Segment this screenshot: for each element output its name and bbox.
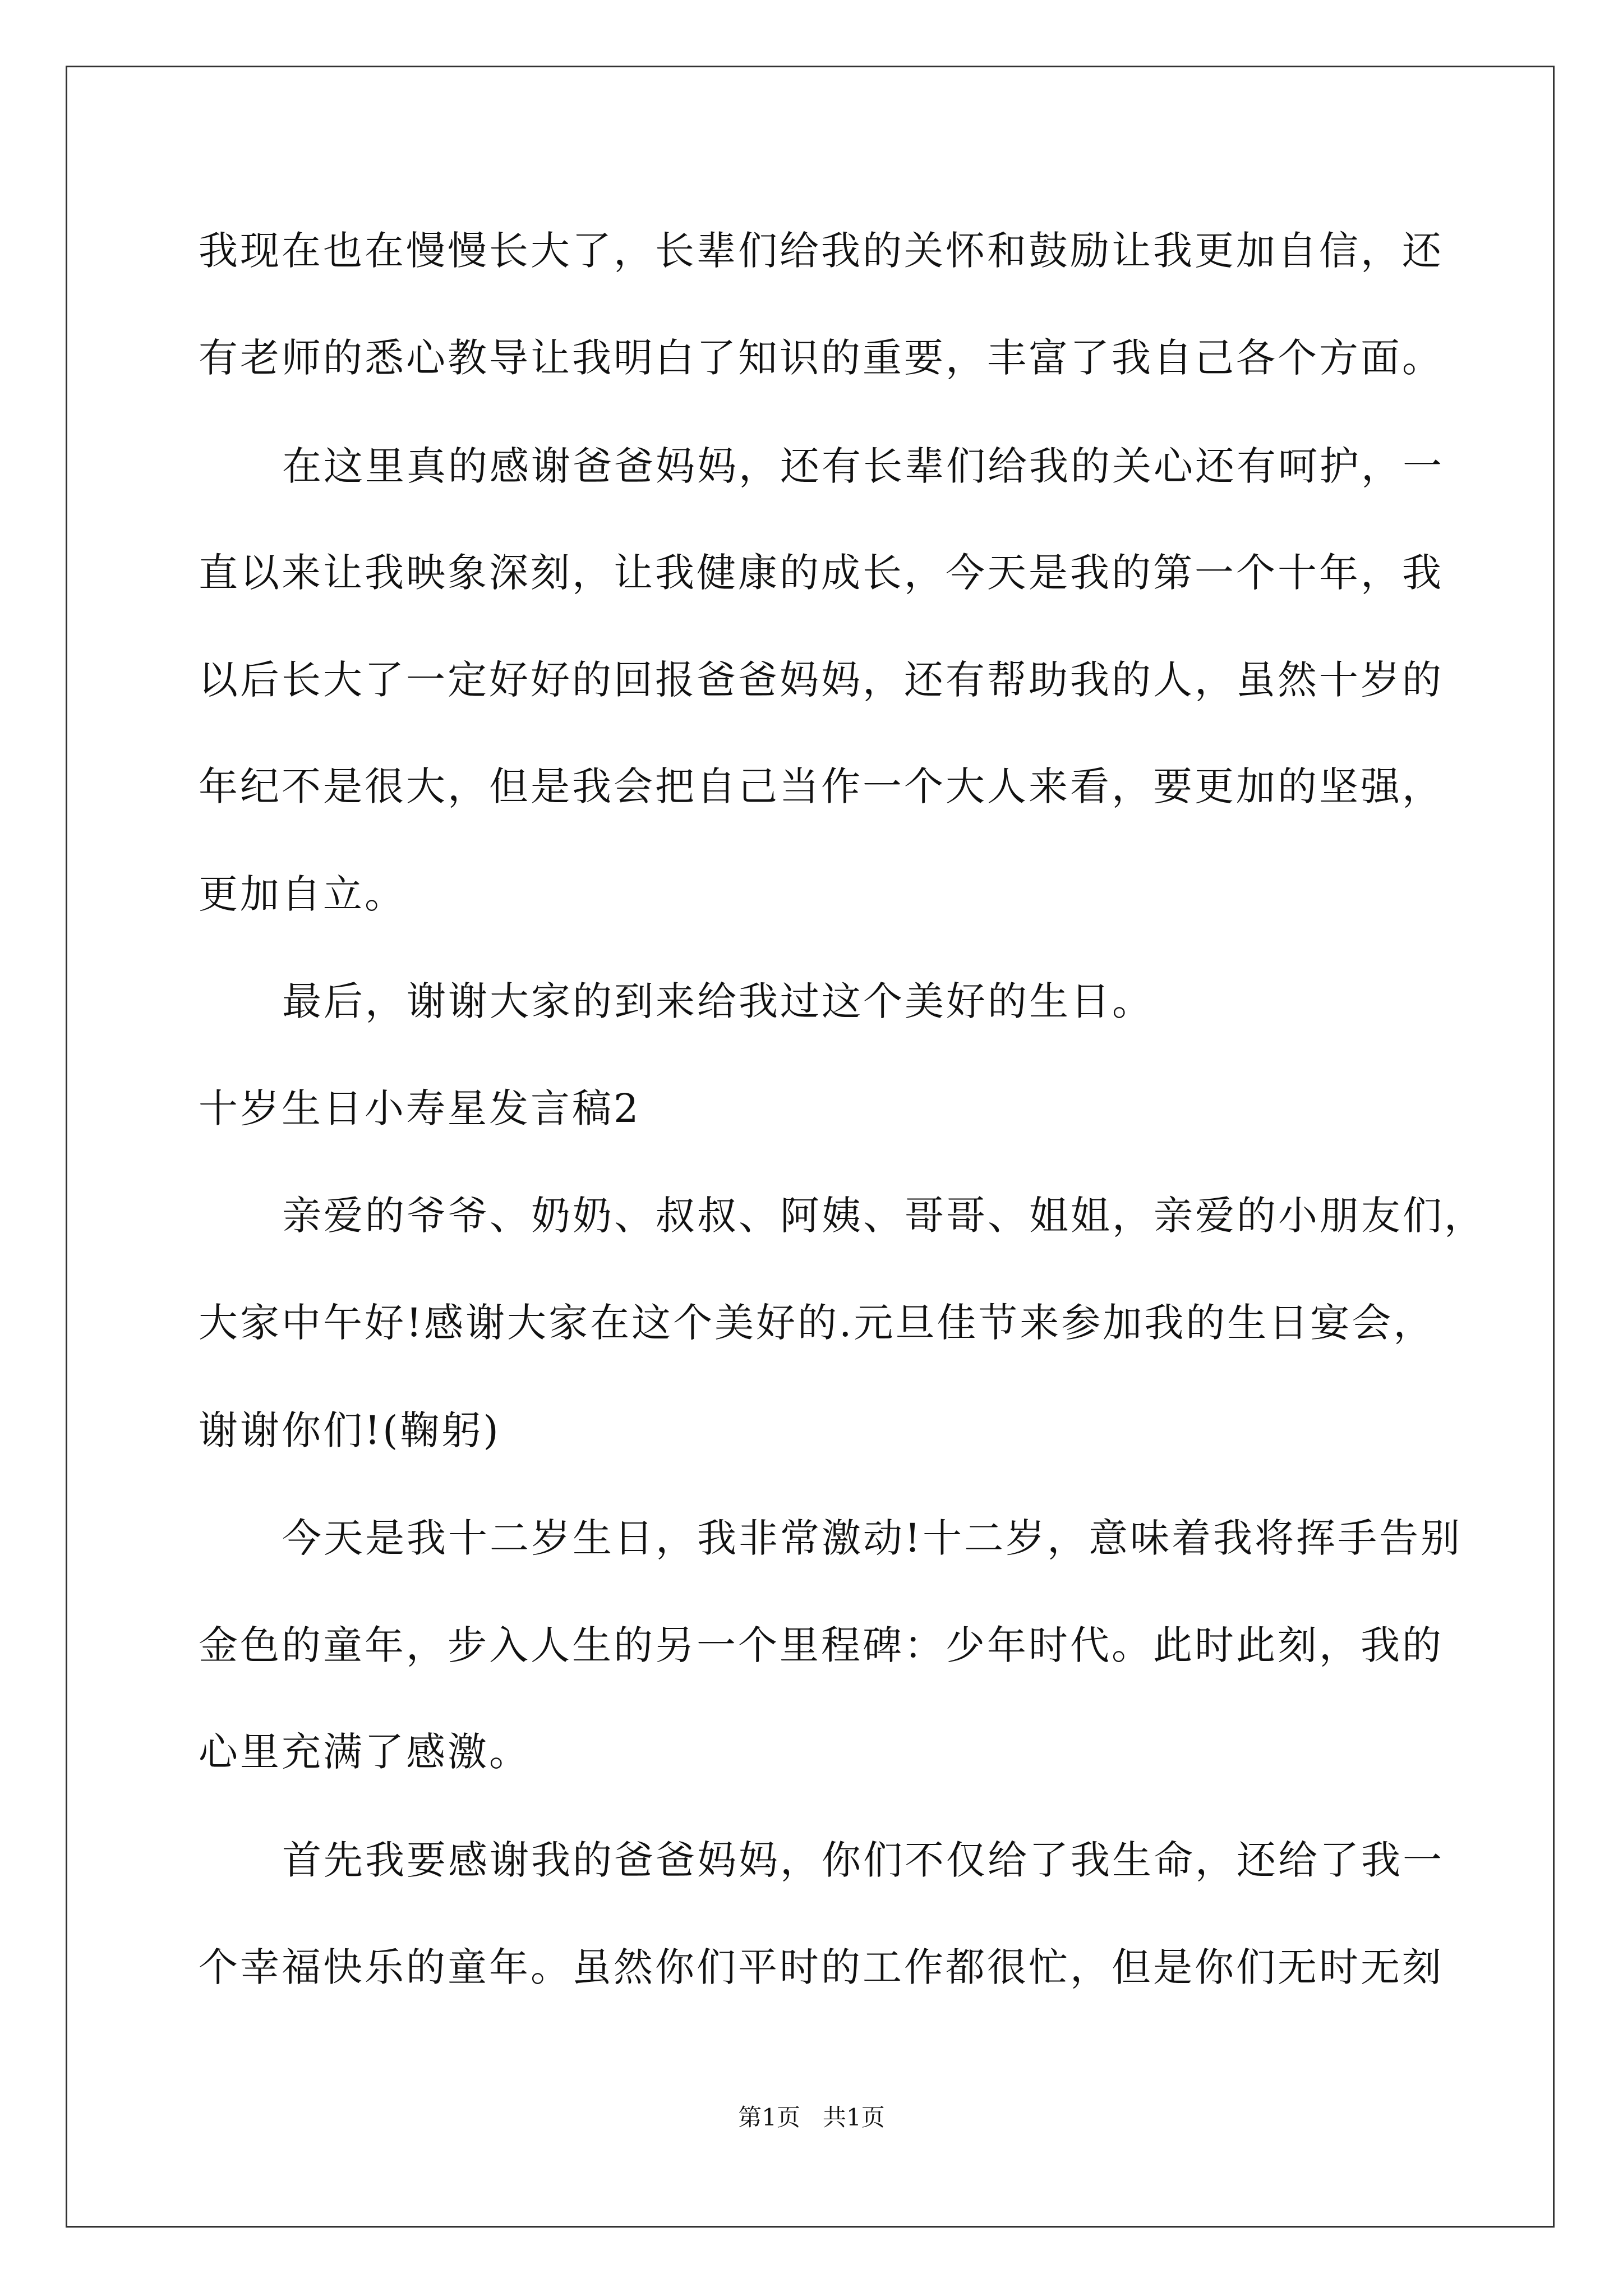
body-line: 以后长大了一定好好的回报爸爸妈妈，还有帮助我的人，虽然十岁的 [199,657,1444,703]
page-number-footer: 第1页 共1页 [738,2104,885,2131]
body-line: 大家中午好!感谢大家在这个美好的.元旦佳节来参加我的生日宴会， [199,1300,1435,1346]
body-line: 直以来让我映象深刻，让我健康的成长，今天是我的第一个十年，我 [199,550,1444,596]
body-line: 在这里真的感谢爸爸妈妈，还有长辈们给我的关心还有呵护，一 [282,443,1444,489]
body-line: 最后，谢谢大家的到来给我过这个美好的生日。 [282,978,1154,1024]
body-line: 亲爱的爷爷、奶奶、叔叔、阿姨、哥哥、姐姐，亲爱的小朋友们， [282,1193,1486,1239]
body-line: 个幸福快乐的童年。虽然你们平时的工作都很忙，但是你们无时无刻 [199,1944,1444,1990]
body-line: 更加自立。 [199,871,406,917]
body-line: 首先我要感谢我的爸爸妈妈，你们不仅给了我生命，还给了我一 [282,1837,1444,1883]
body-line: 我现在也在慢慢长大了，长辈们给我的关怀和鼓励让我更加自信，还 [199,228,1444,274]
body-line: 心里充满了感激。 [199,1729,531,1775]
body-line: 年纪不是很大，但是我会把自己当作一个大人来看，要更加的坚强， [199,763,1444,809]
body-line: 今天是我十二岁生日，我非常激动!十二岁，意味着我将挥手告别 [282,1515,1463,1561]
page-border [66,66,1555,2228]
body-line: 金色的童年，步入人生的另一个里程碑：少年时代。此时此刻，我的 [199,1622,1444,1668]
body-line: 谢谢你们!(鞠躬) [199,1407,501,1453]
body-line: 有老师的悉心教导让我明白了知识的重要，丰富了我自己各个方面。 [199,335,1444,381]
section-heading: 十岁生日小寿星发言稿2 [199,1085,641,1131]
